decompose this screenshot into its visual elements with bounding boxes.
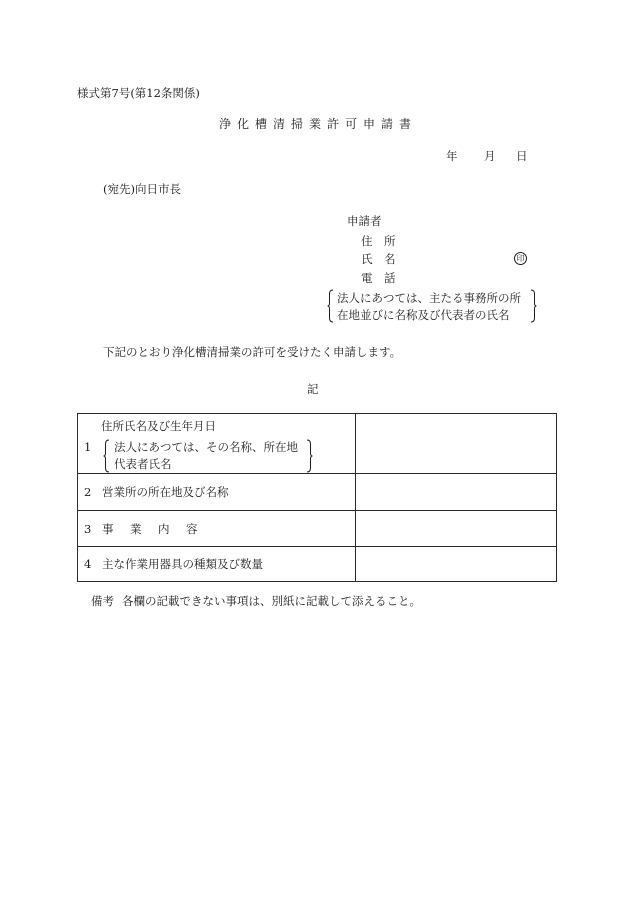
- request-statement: 下記のとおり浄化槽清掃業の許可を受けたく申請します。: [103, 345, 402, 359]
- right-brace-icon: [530, 289, 537, 323]
- item-label: 住所氏名及び生年月日: [101, 419, 216, 433]
- left-brace-icon: [103, 439, 110, 473]
- item-note-line: 法人にあつては、その名称、所在地: [114, 440, 298, 454]
- addressee: (宛先)向日市長: [103, 182, 181, 196]
- item-value-cell: [356, 511, 557, 547]
- date-month-label: 月: [484, 149, 496, 163]
- item-label: 営業所の所在地及び名称: [102, 485, 229, 499]
- table-row: [78, 511, 557, 547]
- right-brace-icon: [306, 439, 313, 473]
- remarks-label: 備考: [91, 594, 114, 608]
- remarks-text: 各欄の記載できない事項は、別紙に記載して添えること。: [122, 594, 421, 608]
- name-label: 氏 名: [361, 252, 396, 266]
- item-number: 1: [84, 440, 92, 454]
- item-number: 3: [84, 521, 92, 536]
- left-brace-icon: [327, 289, 334, 323]
- item-label-cell: [78, 474, 356, 511]
- records-table: [77, 413, 557, 582]
- item-label-cell: [78, 414, 356, 474]
- item-label-cell: [78, 547, 356, 582]
- item-note-line: 代表者氏名: [114, 457, 172, 471]
- corporate-note-line: 在地並びに名称及び代表者の氏名: [337, 308, 510, 322]
- item-number: 4: [84, 557, 92, 571]
- date-year-label: 年: [446, 149, 458, 163]
- applicant-heading: 申請者: [347, 214, 382, 228]
- table-row: [78, 414, 557, 474]
- item-value-cell: [356, 414, 557, 474]
- date-day-label: 日: [516, 149, 528, 163]
- seal-icon: 印: [514, 252, 527, 265]
- record-heading: 記: [307, 382, 319, 396]
- phone-label: 電 話: [361, 271, 396, 285]
- item-label-cell: [78, 511, 356, 547]
- item-label: 主な作業用器具の種類及び数量: [102, 557, 263, 571]
- item-value-cell: [356, 547, 557, 582]
- item-value-cell: [356, 474, 557, 511]
- corporate-note-line: 法人にあつては、主たる事務所の所: [337, 291, 521, 305]
- address-label: 住 所: [361, 234, 396, 248]
- item-label: 事 業 内 容: [102, 521, 200, 536]
- table-row: [78, 547, 557, 582]
- form-number: 様式第7号(第12条関係): [77, 86, 200, 100]
- document-title: 浄化槽清掃業許可申請書: [219, 117, 418, 131]
- table-row: [78, 474, 557, 511]
- item-number: 2: [84, 485, 92, 499]
